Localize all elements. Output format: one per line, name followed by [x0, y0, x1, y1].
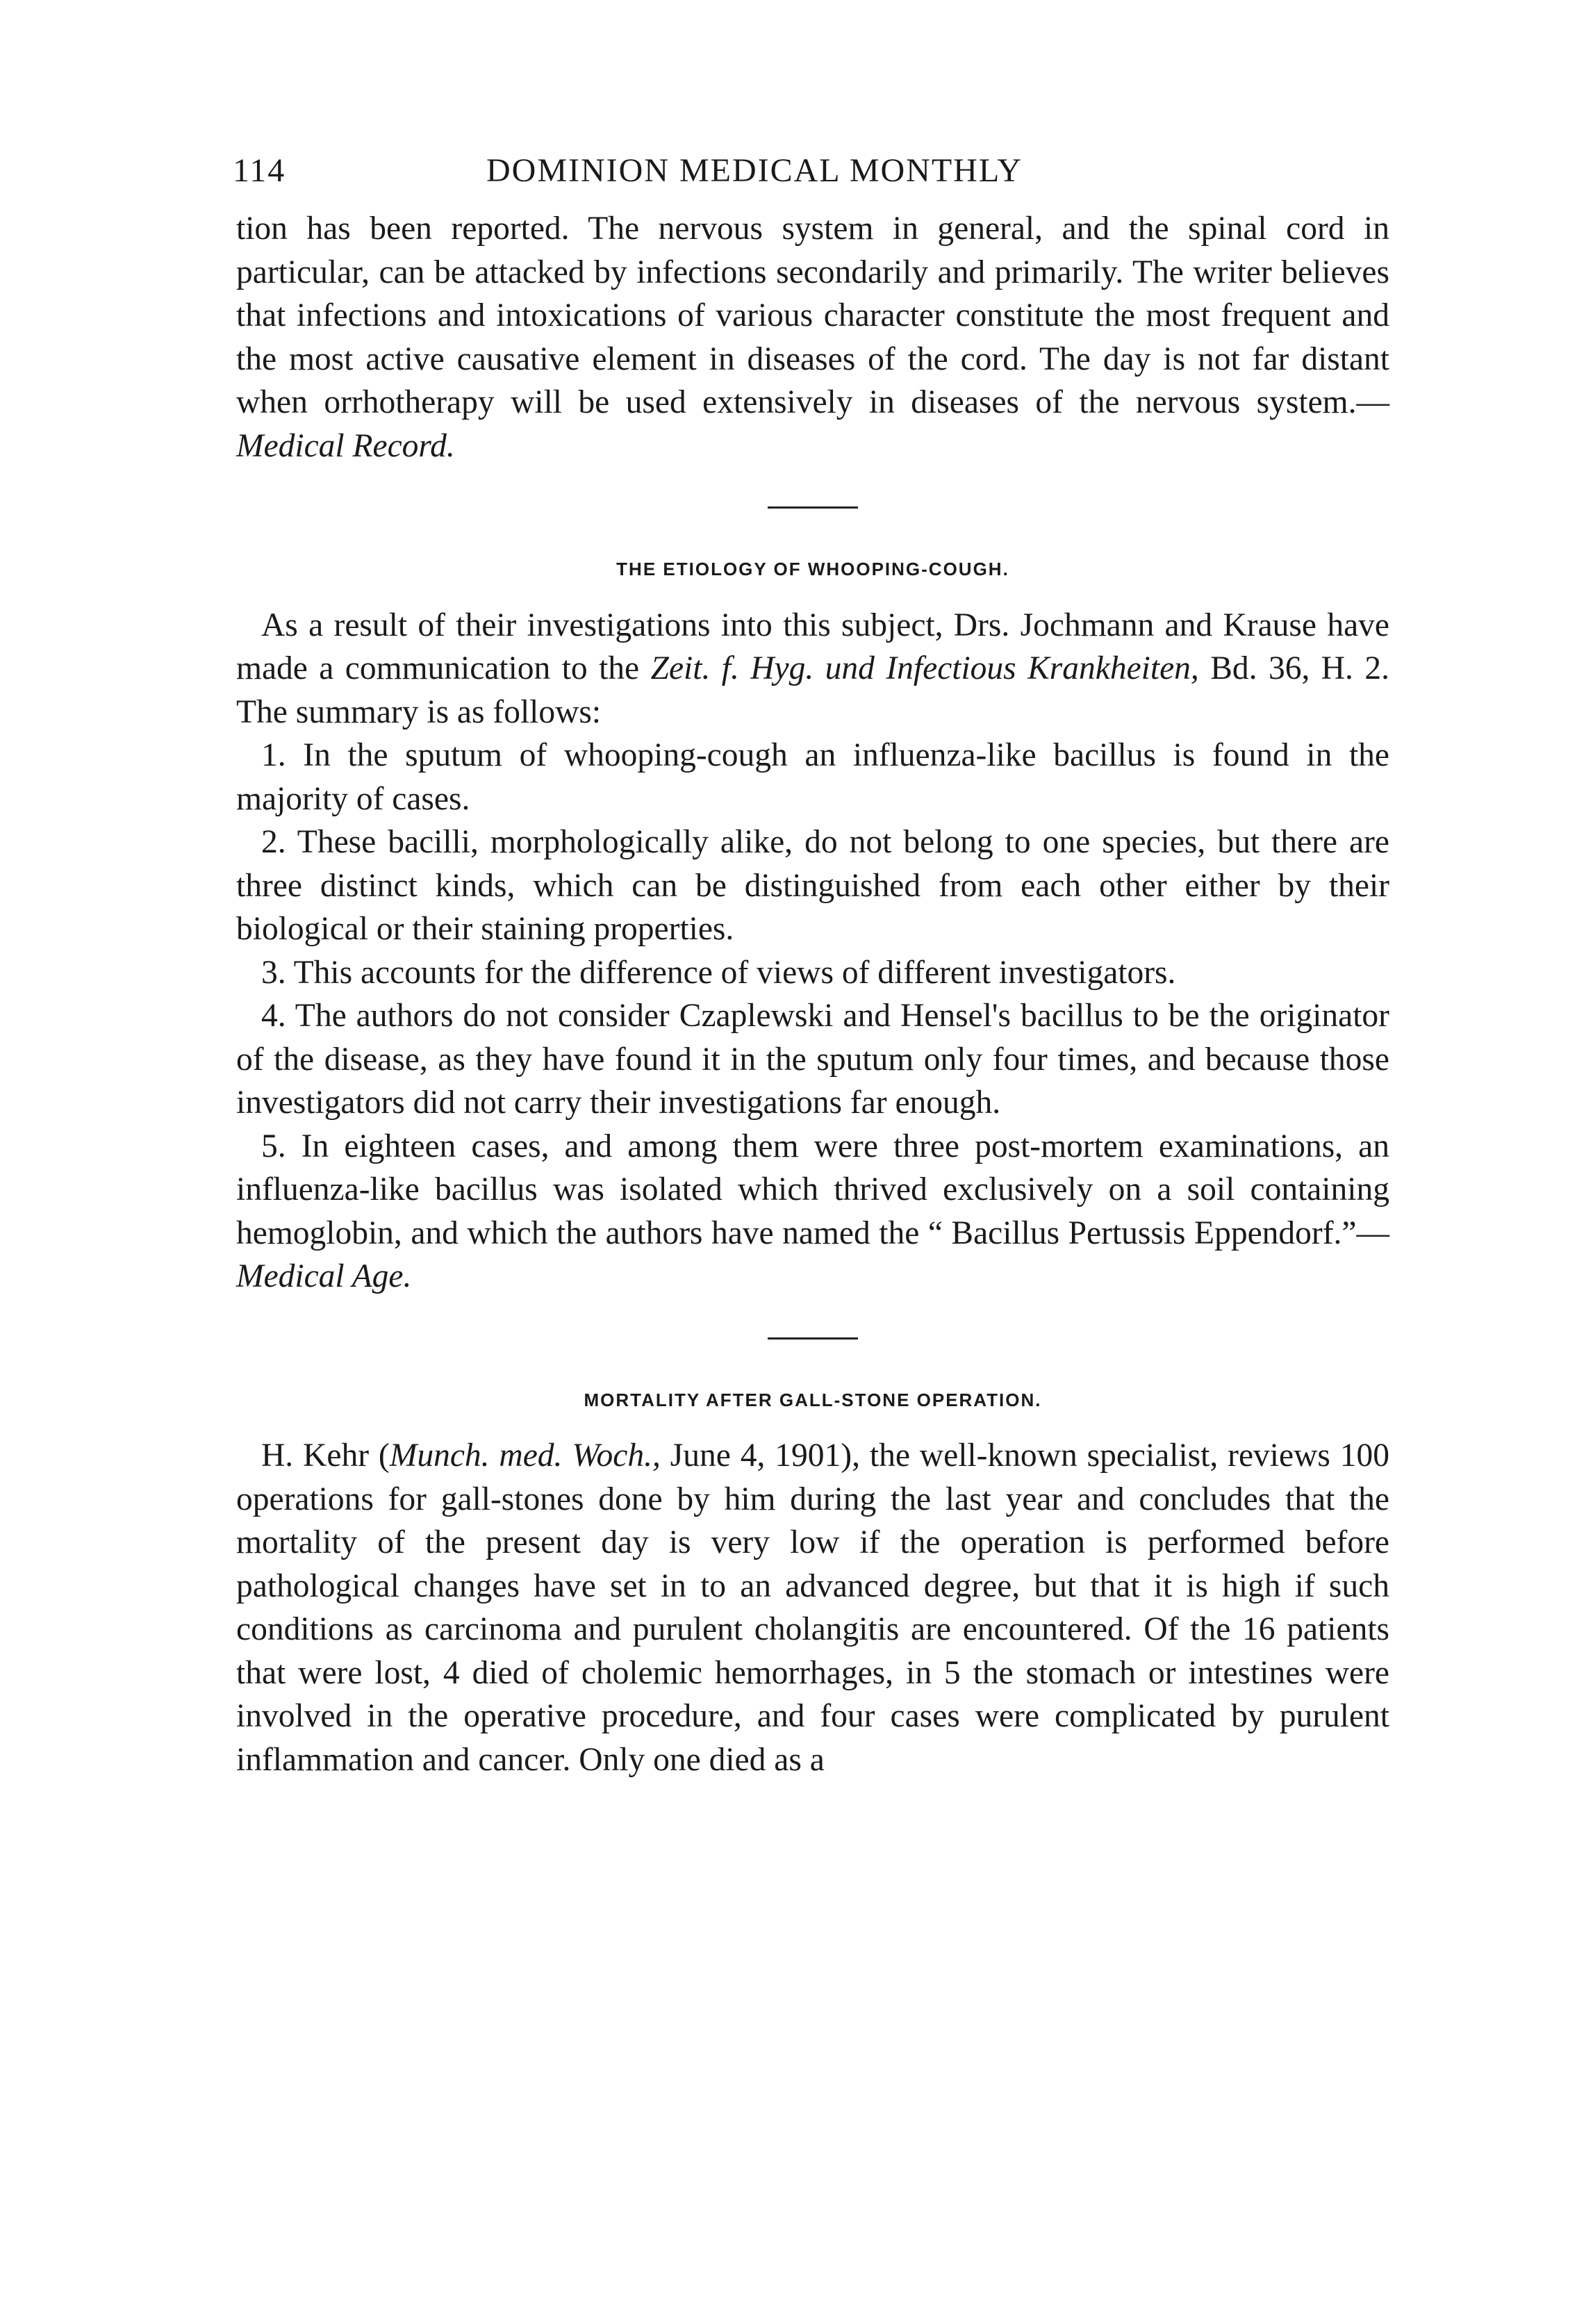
running-head [233, 151, 1389, 207]
section-heading-whooping-cough: THE ETIOLOGY OF WHOOPING-COUGH. [616, 559, 1009, 579]
gall-stone-lead: H. Kehr ( [261, 1437, 390, 1474]
article-body [236, 207, 1389, 1781]
gall-stone-text: June 4, 1901), the well-known specialist, reviews 100 operations for gall-stones done by him during the last year and concludes that the mortality of the present day is very low if the operation is performed before pathological changes have set in to an advanced degree, but that it is high if such conditions as carcinoma and purulent cholangitis are encountered. Of the 16 patients that were lost, 4 died of cholemic hemorrhages, in 5 the stomach or intestines were involved in the operative procedure, and four cases were complicated by purulent inflammation and cancer. Only one died as a [236, 1437, 1390, 1778]
whooping-cough-intro [236, 604, 1389, 734]
intro-paragraph [236, 207, 1389, 468]
intro-source: Medical Record. [236, 427, 455, 464]
list-item: 4. The authors do not consider Czaplewski and Hensel's bacillus to be the originator of the disease, as they have found it in the sputum only four times, and because those investigators did not carry their investigations far enough. [236, 998, 1389, 1121]
list-item: 3. This accounts for the difference of views of different investigators. [261, 954, 1176, 991]
page [233, 151, 1390, 1781]
gall-stone-journal: Munch. med. Woch., [389, 1437, 661, 1474]
whooping-cough-intro-a: As a result of their investigations into this subject, Drs. Jochmann and Krause have made a communication to the [236, 607, 1389, 686]
list-item: 2. These bacilli, morphologically alike, do not belong to one species, but there are three distinct kinds, which can be distinguished from each other either by their biological or their staining properties. [236, 824, 1389, 947]
page-number: 114 [233, 152, 286, 189]
intro-text: tion has been reported. The nervous system in general, and the spinal cord in particular, can be attacked by infections secondarily and primarily. The writer believes that infections and intoxications of various character constitute the most frequent and the most active causative element in diseases of the cord. The day is not far distant when orrhotherapy will be used extensively in diseases of the nervous system.— [236, 211, 1389, 420]
list-item-5-source: Medical Age. [236, 1258, 412, 1294]
journal-title: DOMINION MEDICAL MONTHLY [486, 152, 1023, 189]
whooping-cough-journal: Zeit. f. Hyg. und Infectious Krankheiten, [650, 650, 1199, 686]
list-item-5-text: 5. In eighteen cases, and among them were three post-mortem examinations, an influenza-like bacillus was isolated which thrived exclusively on a soil containing hemoglobin, and which the authors have named the “ Bacillus Pertussis Eppendorf.”— [236, 1128, 1389, 1251]
section-heading-gall-stone: MORTALITY AFTER GALL-STONE OPERATION. [584, 1389, 1042, 1410]
whooping-cough-intro-b: Bd. 36, H. 2. The summary is as follows: [236, 650, 1389, 730]
list-item: 1. In the sputum of whooping-cough an influenza-like bacillus is found in the majority of cases. [236, 737, 1389, 817]
list-item [236, 1125, 1389, 1299]
gall-stone-paragraph [236, 1434, 1389, 1781]
